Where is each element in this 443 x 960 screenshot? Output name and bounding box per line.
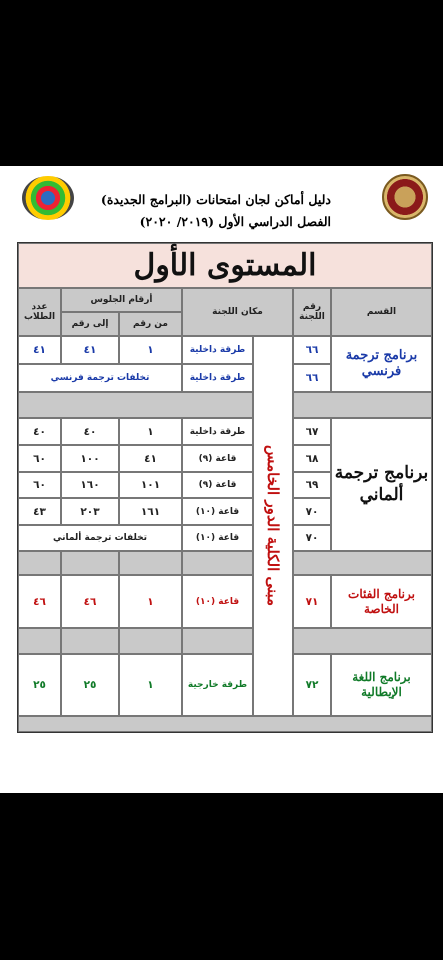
- header-location: مكان اللجنة: [182, 288, 293, 336]
- from-cell: ١: [119, 418, 182, 445]
- location-cell: قاعة (٩): [182, 445, 253, 472]
- from-cell: ٤١: [119, 445, 182, 472]
- count-cell: ٢٥: [18, 654, 61, 716]
- location-cell: طرقة داخلية: [182, 364, 253, 392]
- dept-italian: برنامج اللغة الإيطالية: [331, 654, 432, 716]
- building-label: مبنى الكلية الدور الخامس: [264, 445, 282, 607]
- university-logo: [382, 174, 428, 220]
- exam-table: [17, 242, 433, 733]
- header-count: عدد الطلاب: [18, 288, 61, 336]
- separator-row: [182, 551, 253, 575]
- to-cell: ٢٠٣: [61, 498, 119, 525]
- to-cell: ٢٥: [61, 654, 119, 716]
- header-from: من رقم: [119, 312, 182, 336]
- committee-cell: ٧١: [293, 575, 331, 628]
- committee-cell: ٦٩: [293, 472, 331, 498]
- from-cell: ١: [119, 654, 182, 716]
- committee-cell: ٦٧: [293, 418, 331, 445]
- separator-row: [119, 628, 182, 654]
- committee-cell: ٦٦: [293, 336, 331, 364]
- schedule-sheet: [0, 166, 443, 793]
- separator-row: [119, 551, 182, 575]
- separator-row: [18, 628, 61, 654]
- semester-title: الفصل الدراسي الأول (٢٠١٩/ ٢٠٢٠): [139, 214, 331, 229]
- separator-row: [61, 551, 119, 575]
- location-cell: طرقة داخلية: [182, 336, 253, 364]
- location-cell: قاعة (١٠): [182, 498, 253, 525]
- header-seats: أرقام الجلوس: [61, 288, 182, 312]
- separator-row: [293, 628, 432, 654]
- building-cell: [253, 336, 293, 716]
- to-cell: ٤١: [61, 336, 119, 364]
- note-cell: تخلفات ترجمة فرنسي: [18, 364, 182, 392]
- from-cell: ١٠١: [119, 472, 182, 498]
- header-committee: رقم اللجنة: [293, 288, 331, 336]
- dept-french: برنامج ترجمة فرنسي: [331, 336, 432, 392]
- separator-row: [293, 392, 432, 418]
- header-to: إلى رقم: [61, 312, 119, 336]
- location-cell: قاعة (٩): [182, 472, 253, 498]
- dept-german: برنامج ترجمة ألماني: [331, 418, 432, 551]
- document-title: دليل أماكن لجان امتحانات (البرامج الجديدة): [100, 192, 331, 207]
- level-banner: [18, 243, 432, 288]
- to-cell: ٤٠: [61, 418, 119, 445]
- faculty-logo: [22, 176, 74, 220]
- footer-row: [18, 716, 432, 732]
- committee-cell: ٧٢: [293, 654, 331, 716]
- count-cell: ٤٠: [18, 418, 61, 445]
- location-cell: قاعة (١٠): [182, 525, 253, 551]
- committee-cell: ٦٨: [293, 445, 331, 472]
- separator-row: [18, 551, 61, 575]
- level-title: المستوى الأول: [133, 248, 317, 283]
- location-cell: قاعة (١٠): [182, 575, 253, 628]
- count-cell: ٤١: [18, 336, 61, 364]
- separator-row: [293, 551, 432, 575]
- from-cell: ١: [119, 336, 182, 364]
- count-cell: ٦٠: [18, 472, 61, 498]
- to-cell: ١٠٠: [61, 445, 119, 472]
- separator-row: [18, 392, 253, 418]
- note-cell: تخلفات ترجمة ألماني: [18, 525, 182, 551]
- count-cell: ٤٦: [18, 575, 61, 628]
- from-cell: ١٦١: [119, 498, 182, 525]
- separator-row: [182, 628, 253, 654]
- committee-cell: ٧٠: [293, 525, 331, 551]
- dept-special: برنامج الفئات الخاصة: [331, 575, 432, 628]
- to-cell: ١٦٠: [61, 472, 119, 498]
- count-cell: ٤٣: [18, 498, 61, 525]
- location-cell: طرقة داخلية: [182, 418, 253, 445]
- committee-cell: ٦٦: [293, 364, 331, 392]
- count-cell: ٦٠: [18, 445, 61, 472]
- committee-cell: ٧٠: [293, 498, 331, 525]
- location-cell: طرقة خارجية: [182, 654, 253, 716]
- header-dept: القسم: [331, 288, 432, 336]
- to-cell: ٤٦: [61, 575, 119, 628]
- from-cell: ١: [119, 575, 182, 628]
- separator-row: [61, 628, 119, 654]
